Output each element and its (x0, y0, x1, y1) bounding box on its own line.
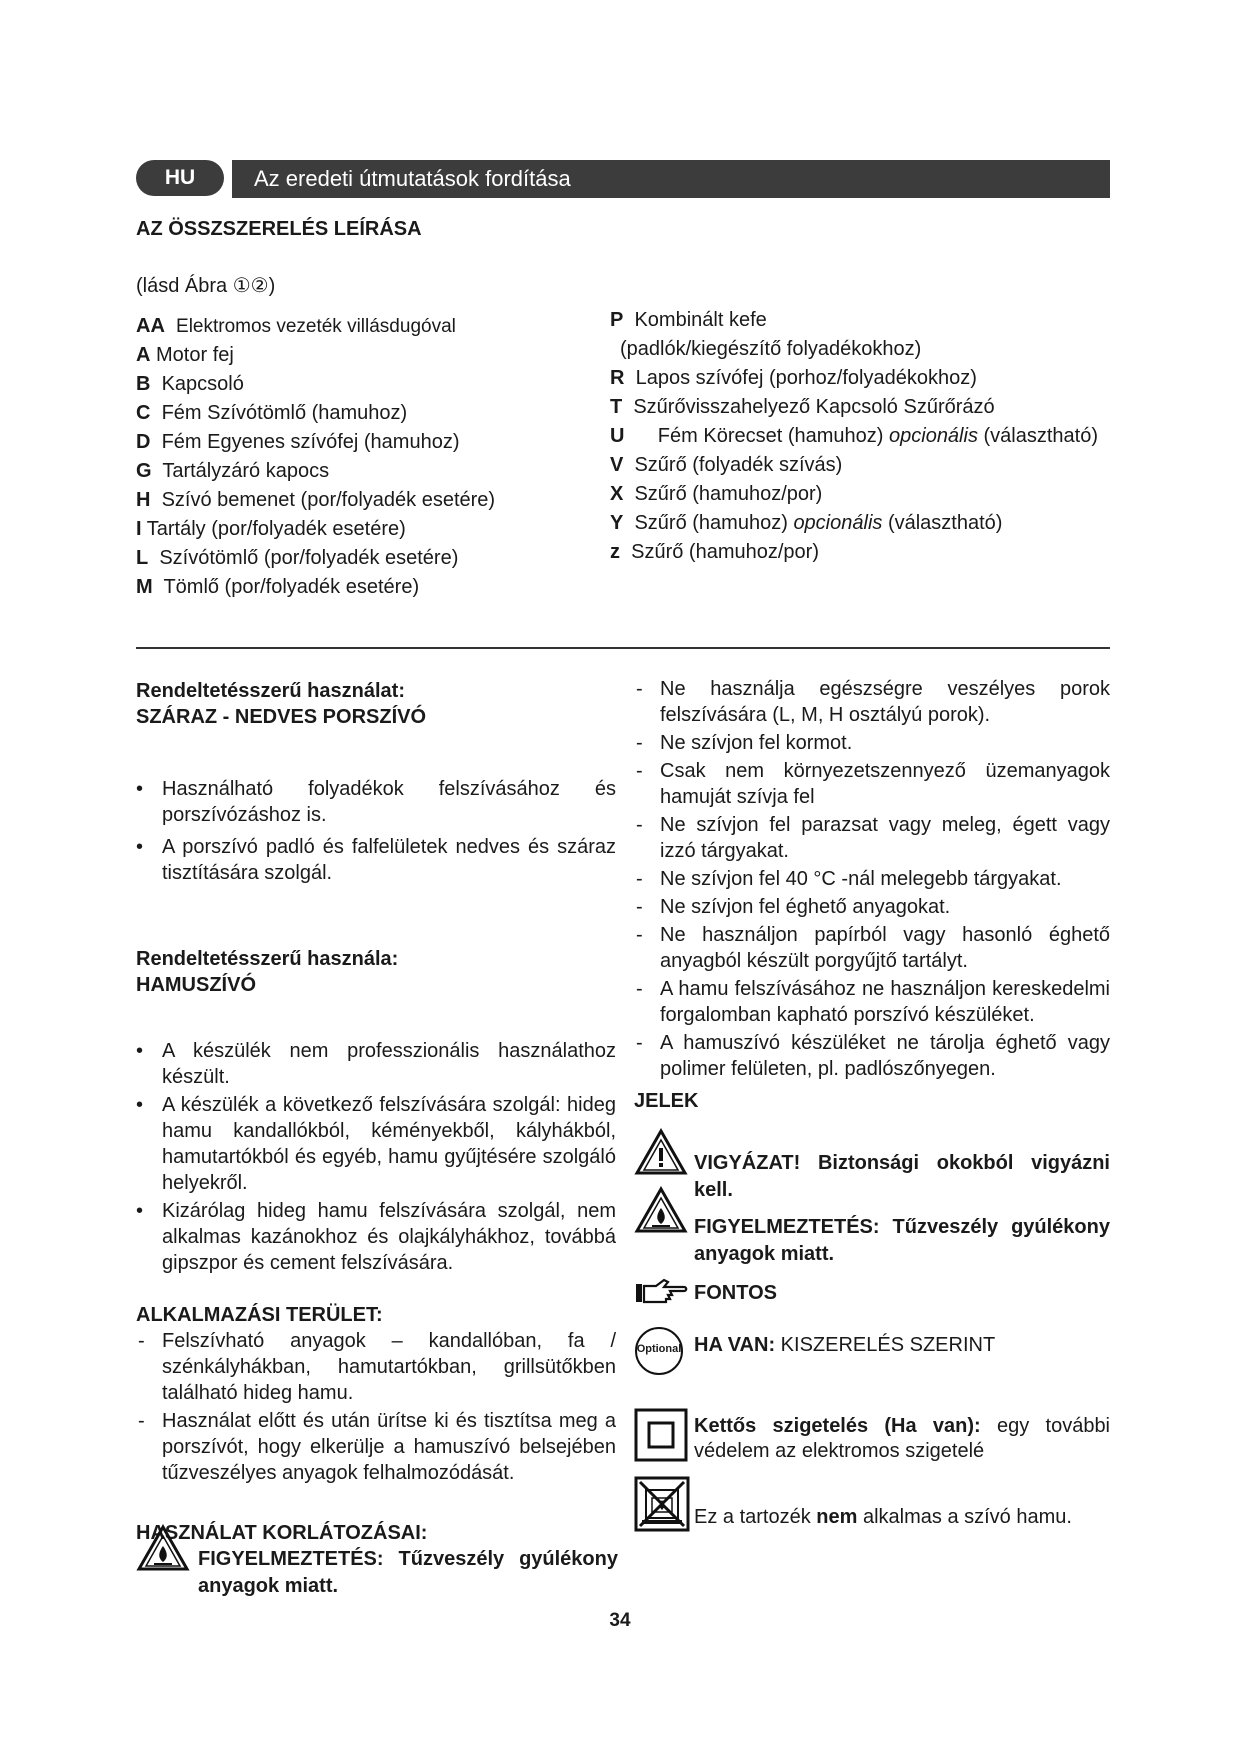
bullet-item: • A készülék a következő felszívására szolgál: hideg hamu kandallókból, kéményekből, kályhákból, hamutartókból és egyéb, hamu gyűjtésére szolgáló helyekről. (136, 1092, 616, 1196)
not-for-ash-text: Ez a tartozék nem alkalmas a szívó hamu. (694, 1506, 1072, 1528)
dash-item: - Felszívható anyagok – kandallóban, fa / szénkályhákban, hamutartókban, grillsütőkben található hideg hamu. (136, 1328, 616, 1406)
fire-warning-icon (634, 1186, 688, 1234)
caution-icon (634, 1128, 688, 1176)
fire-warning-text: FIGYELMEZTETÉS: Tűzveszély gyúlékony anyagok miatt. (694, 1216, 1110, 1265)
intended-use-subheading: SZÁRAZ - NEDVES PORSZÍVÓ (136, 706, 427, 728)
double-insulation-icon (634, 1408, 688, 1462)
important-text: FONTOS (694, 1282, 777, 1304)
legend-item: B Kapcsoló (136, 373, 244, 395)
assembly-heading: AZ ÖSSZSZERELÉS LEÍRÁSA (136, 218, 422, 240)
legend-item: M Tömlő (por/folyadék esetére) (136, 576, 420, 598)
dash-item: - Használat előtt és után ürítse ki és tisztítsa meg a porszívót, hogy elkerülje a hamuszívó belsejében tűzveszélyes anyagok felhalmozódását. (136, 1408, 616, 1486)
right-column (634, 676, 1110, 1084)
ash-use-heading: Rendeltetésszerű használa: (136, 948, 399, 970)
legend-item: X Szűrő (hamuhoz/por) (610, 483, 823, 505)
header-title: Az eredeti útmutatások fordítása (254, 166, 571, 191)
legend-item: H Szívó bemenet (por/folyadék esetére) (136, 489, 496, 511)
bullet-item: • Használható folyadékok felszívásához és porszívózáshoz is. (136, 776, 616, 828)
optional-text: HA VAN: KISZERELÉS SZERINT (694, 1334, 996, 1356)
pointing-hand-icon (634, 1276, 688, 1306)
legend-item: z Szűrő (hamuhoz/por) (610, 541, 819, 563)
intended-use-heading: Rendeltetésszerű használat: (136, 680, 405, 702)
not-for-ash-icon (634, 1476, 690, 1532)
legend-item: P Kombinált kefe (610, 309, 767, 331)
ash-use-subheading: HAMUSZÍVÓ (136, 974, 256, 996)
legend-item: L Szívótömlő (por/folyadék esetére) (136, 547, 459, 569)
double-insulation-text: Kettős szigetelés (Ha van): egy további védelem az elektromos szigetelé (694, 1415, 1111, 1462)
dash-item: - A hamuszívó készüléket ne tárolja éghető vagy polimer felületen, pl. padlószőnyegen. (634, 1030, 1110, 1082)
language-badge: HU (136, 160, 224, 196)
legend-item: T Szűrővisszahelyező Kapcsoló Szűrőrázó (610, 396, 995, 418)
section-divider (136, 647, 1110, 649)
legend-item: D Fém Egyenes szívófej (hamuhoz) (136, 431, 460, 453)
bullet-item: • Kizárólag hideg hamu felszívására szolgál, nem alkalmas kazánokhoz és olajkályhákhoz, továbbá gipszpor és cement felszívására. (136, 1198, 616, 1276)
dash-item: - Ne használja egészségre veszélyes porok felszívására (L, M, H osztályú porok). (634, 676, 1110, 728)
legend-item: C Fém Szívótömlő (hamuhoz) (136, 402, 408, 424)
legend-item: AA Elektromos vezeték villásdugóval (136, 315, 456, 337)
fire-warning-icon (136, 1524, 190, 1572)
legend-item: G Tartályzáró kapocs (136, 460, 330, 482)
caution-text: VIGYÁZAT! Biztonsági okokból vigyázni kell. (694, 1152, 1110, 1201)
legend-item: (padlók/kiegészítő folyadékokhoz) (620, 338, 922, 360)
legend-item: Y Szűrő (hamuhoz) opcionális (választható) (610, 512, 1003, 534)
legend-item: U Fém Körecset (hamuhoz) opcionális (választható) (610, 425, 1099, 447)
application-area-heading: ALKALMAZÁSI TERÜLET: (136, 1304, 383, 1326)
optional-icon-label: Optional (636, 1343, 682, 1355)
bullet-item: • A készülék nem professzionális használathoz készült. (136, 1038, 616, 1090)
legend-right (610, 306, 1098, 567)
usage-limits-heading: HASZNÁLAT KORLÁTOZÁSAI: (136, 1522, 428, 1544)
left-column (136, 678, 616, 1546)
legend-item: I Tartály (por/folyadék esetére) (136, 518, 406, 540)
page-number: 34 (609, 1610, 631, 1631)
see-figure: (lásd Ábra ①②) (136, 275, 276, 297)
dash-item: - A hamu felszívásához ne használjon kereskedelmi forgalomban kapható porszívó készüléket. (634, 976, 1110, 1028)
legend-item: A Motor fej (136, 344, 234, 366)
dash-item: - Ne szívjon fel parazsat vagy meleg, égett vagy izzó tárgyakat. (634, 812, 1110, 864)
legend-item: R Lapos szívófej (porhoz/folyadékokhoz) (610, 367, 977, 389)
dash-item: - Ne szívjon fel kormot. (634, 730, 1110, 756)
legend-item: V Szűrő (folyadék szívás) (610, 454, 843, 476)
dash-item: - Ne használjon papírból vagy hasonló éghető anyagból készült porgyűjtő tartályt. (634, 922, 1110, 974)
dash-item: - Ne szívjon fel 40 °C -nál melegebb tárgyakat. (634, 866, 1110, 892)
dash-item: - Ne szívjon fel éghető anyagokat. (634, 894, 1110, 920)
bullet-item: • A porszívó padló és falfelületek nedves és száraz tisztítására szolgál. (136, 834, 616, 886)
symbols-heading: JELEK (634, 1090, 699, 1112)
limits-warning: FIGYELMEZTETÉS: Tűzveszély gyúlékony anyagok miatt. (198, 1548, 618, 1597)
dash-item: - Csak nem környezetszennyező üzemanyagok hamuját szívja fel (634, 758, 1110, 810)
legend-left (136, 312, 495, 602)
